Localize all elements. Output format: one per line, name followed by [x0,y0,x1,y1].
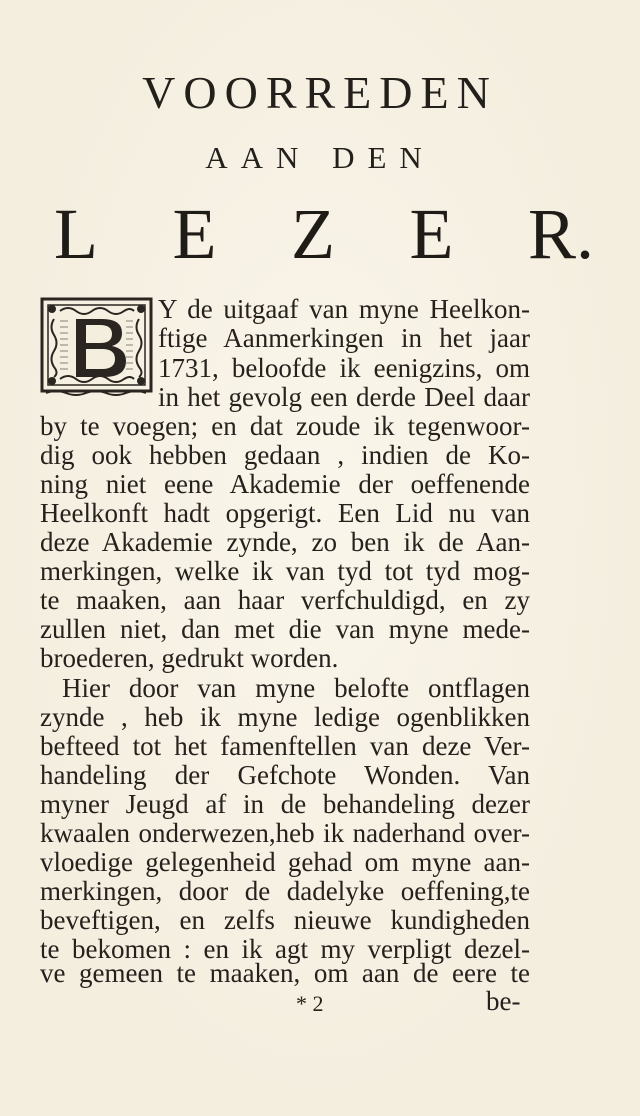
text-line: ning niet eene Akademie der oeffenende [40,469,530,499]
title-letter: E [172,194,217,274]
text-line: broederen, gedrukt worden. [40,643,339,673]
title-letter: E [409,194,454,274]
text-line: te bekomen : en ik agt my verpligt dezel- [40,934,530,964]
text-line: 1731, beloofde ik eenigzins, om [158,353,530,383]
text-line: deze Akademie zynde, zo ben ik de Aan- [40,527,530,557]
text-line: in het gevolg een derde Deel daar [158,382,530,412]
text-line: vloedige gelegenheid gehad om myne aan- [40,847,530,877]
text-line: by te voegen; en dat zoude ik tegenwoor- [40,411,530,441]
text-line: myner Jeugd af in de behandeling dezer [40,789,530,819]
title-letter: Z [290,194,335,274]
signature-mark: * 2 [296,991,324,1016]
text-line: dig ook hebben gedaan , indien de Ko- [40,440,530,470]
ornamental-initial-b [40,297,153,397]
text-line: merkingen, welke ik van tyd tot tyd mog- [40,556,530,586]
text-line: zynde , heb ik myne ledige ogenblikken [40,702,530,732]
text-line: Hier door van myne belofte ontflagen [62,673,530,703]
text-line: ve gemeen te maaken, om aan de eere te [40,958,530,988]
text-line: kwaalen onderwezen,heb ik naderhand over- [40,818,530,848]
text-line: befteed tot het famenftellen van deze Ver- [40,731,530,761]
title-letter: R. [527,194,594,274]
title-letter: L [54,194,98,274]
catchword: be- [486,986,521,1016]
text-line: beveftigen, en zelfs nieuwe kundigheden [40,905,530,935]
title-aan-den: AAN DEN [205,140,435,175]
text-line: Y de uitgaaf van myne Heelkon- [158,294,530,324]
text-line: ftige Aanmerkingen in het jaar [158,323,530,353]
title-voorreden: VOORREDEN [142,67,498,118]
text-line: handeling der Gefchote Wonden. Van [40,760,530,790]
text-line: zullen niet, dan met die van myne mede- [40,614,530,644]
text-line: Heelkonft hadt opgerigt. Een Lid nu van [40,498,530,528]
text-line: merkingen, door de dadelyke oeffening,te [40,876,530,906]
title-lezer [54,194,594,274]
text-line: te maaken, aan haar verfchuldigd, en zy [40,585,530,615]
